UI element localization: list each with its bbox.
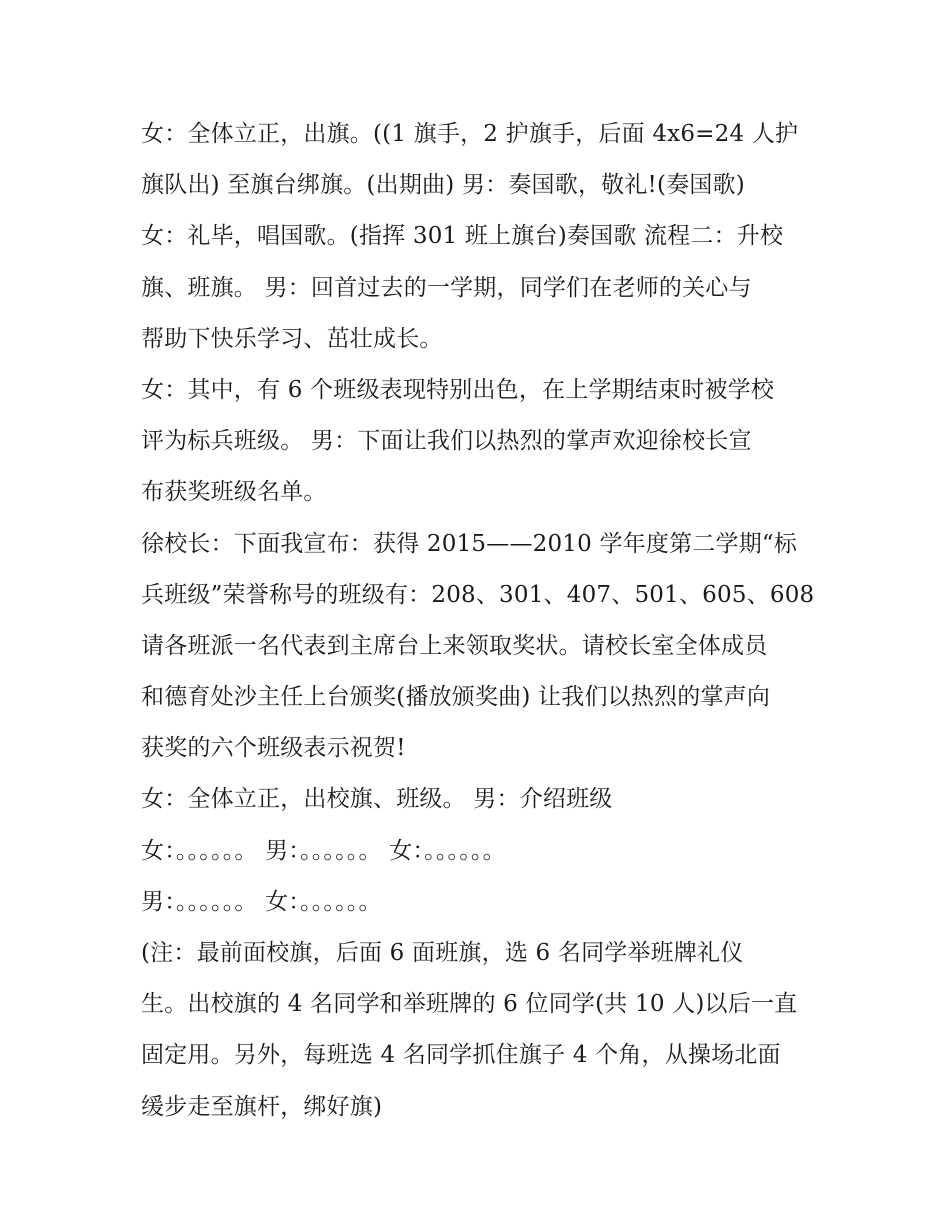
text-line: 男：。。。。。。 女：。。。。。。: [141, 888, 382, 915]
text-line: 旗、班旗。 男：回首过去的一学期，同学们在老师的关心与: [141, 274, 752, 301]
text-line: 兵班级”荣誉称号的班级有：208、301、407、501、605、608: [141, 581, 815, 608]
text-line: (注：最前面校旗，后面 6 面班旗，选 6 名同学举班牌礼仪: [141, 940, 744, 966]
document-body: [141, 109, 821, 1133]
text-line: 和德育处沙主任上台颁奖(播放颁奖曲) 让我们以热烈的掌声向: [141, 684, 771, 711]
text-line: 请各班派一名代表到主席台上来领取奖状。请校长室全体成员: [141, 632, 768, 659]
text-line: 固定用。另外，每班选 4 名同学抓住旗子 4 个角，从操场北面: [141, 1042, 781, 1069]
text-line: 获奖的六个班级表示祝贺!: [141, 735, 406, 762]
text-line: 布获奖班级名单。: [141, 479, 327, 506]
text-line: 女：全体立正，出旗。((1 旗手，2 护旗手，后面 4x6=24 人护: [141, 121, 799, 147]
text-line: 缓步走至旗杆，绑好旗): [141, 1093, 383, 1120]
text-line: 女：其中，有 6 个班级表现特别出色，在上学期结束时被学校: [141, 376, 775, 403]
text-line: 徐校长：下面我宣布：获得 2015——2010 学年度第二学期“标: [141, 530, 798, 557]
text-line: 生。出校旗的 4 名同学和举班牌的 6 位同学(共 10 人)以后一直: [141, 991, 798, 1018]
text-line: 评为标兵班级。 男：下面让我们以热烈的掌声欢迎徐校长宣: [141, 428, 752, 455]
text-line: 女：全体立正，出校旗、班级。 男：介绍班级: [141, 786, 613, 813]
text-line: 女：。。。。。。 男：。。。。。。 女：。。。。。。: [141, 837, 506, 864]
text-line: 旗队出) 至旗台绑旗。(出期曲) 男：奏国歌，敬礼!(奏国歌): [141, 172, 745, 199]
text-line: 女：礼毕，唱国歌。(指挥 301 班上旗台)奏国歌 流程二：升校: [141, 223, 784, 250]
text-line: 帮助下快乐学习、茁壮成长。: [141, 325, 443, 352]
